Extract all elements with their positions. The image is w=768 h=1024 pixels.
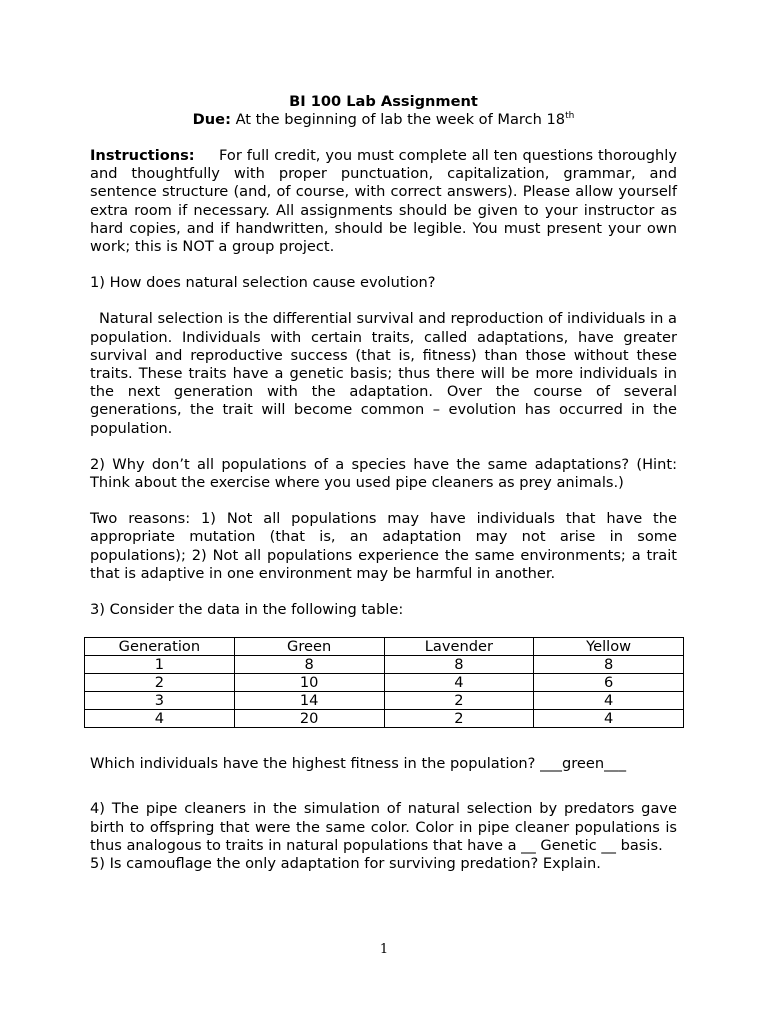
table-header-cell: Lavender	[384, 638, 534, 656]
q4-text: 4) The pipe cleaners in the simulation of natural selection by predators gave birth to offspring that were the same color. Color in pipe cleaner populations is thus analogous to traits in natural populations that have a __ Genetic __ basis.	[90, 800, 677, 854]
due-label: Due:	[192, 111, 231, 128]
table-cell: 8	[384, 656, 534, 674]
table-row	[85, 656, 684, 674]
q2-question: 2) Why don’t all populations of a species have the same adaptations? (Hint: Think about the exercise where you used pipe cleaners as prey animals.)	[90, 455, 677, 492]
table-cell: 4	[534, 692, 684, 710]
table-header-row	[85, 638, 684, 656]
instructions-text: For full credit, you must complete all ten questions thoroughly and thoughtfully with proper punctuation, capitalization, grammar, and sentence structure (and, of course, with correct answers). Please allow yourself extra room if necessary. All assignments should be given to your instructor as hard copies, and if handwritten, should be legible. You must present your own work; this is NOT a group project.	[90, 147, 677, 256]
table-row	[85, 710, 684, 728]
table-cell: 20	[234, 710, 384, 728]
q1-question: 1) How does natural selection cause evolution?	[90, 274, 436, 292]
table-cell: 3	[85, 692, 235, 710]
document-title: BI 100 Lab Assignment	[289, 93, 478, 110]
q5-text: 5) Is camouflage the only adaptation for surviving predation? Explain.	[90, 855, 601, 873]
table-row	[85, 674, 684, 692]
q3-question: 3) Consider the data in the following table:	[90, 601, 404, 619]
q1-answer: Natural selection is the differential survival and reproduction of individuals in a population. Individuals with certain traits, called adaptations, have greater survival and reproductive success (that is, fitness) than those without these traits. These traits have a genetic basis; thus there will be more individuals in the next generation with the adaptation. Over the course of several generations, the trait will become common – evolution has occurred in the population.	[90, 310, 677, 437]
table-cell: 2	[384, 710, 534, 728]
instructions-paragraph	[90, 147, 677, 256]
due-text: At the beginning of lab the week of March 18	[235, 111, 566, 128]
table-cell: 2	[384, 692, 534, 710]
table-cell: 1	[85, 656, 235, 674]
due-line	[90, 111, 677, 129]
table-cell: 4	[85, 710, 235, 728]
table-cell: 8	[234, 656, 384, 674]
table-row	[85, 692, 684, 710]
due-superscript: th	[565, 111, 575, 121]
table-header-cell: Green	[234, 638, 384, 656]
document-page	[90, 88, 677, 873]
table-header-cell: Yellow	[534, 638, 684, 656]
data-table	[84, 637, 684, 728]
instructions-label: Instructions:	[90, 147, 195, 164]
table-header-cell: Generation	[85, 638, 235, 656]
q2-answer: Two reasons: 1) Not all populations may have individuals that have the appropriate mutation (that is, an adaptation may not arise in some populations); 2) Not all populations experience the same environments; a trait that is adaptive in one environment may be harmful in another.	[90, 510, 677, 582]
table-cell: 10	[234, 674, 384, 692]
table-cell: 6	[534, 674, 684, 692]
table-cell: 4	[384, 674, 534, 692]
table-cell: 14	[234, 692, 384, 710]
page-number: 1	[379, 942, 389, 957]
table-cell: 4	[534, 710, 684, 728]
table-cell: 8	[534, 656, 684, 674]
table-cell: 2	[85, 674, 235, 692]
q3-followup: Which individuals have the highest fitness in the population? ___green___	[90, 755, 626, 773]
